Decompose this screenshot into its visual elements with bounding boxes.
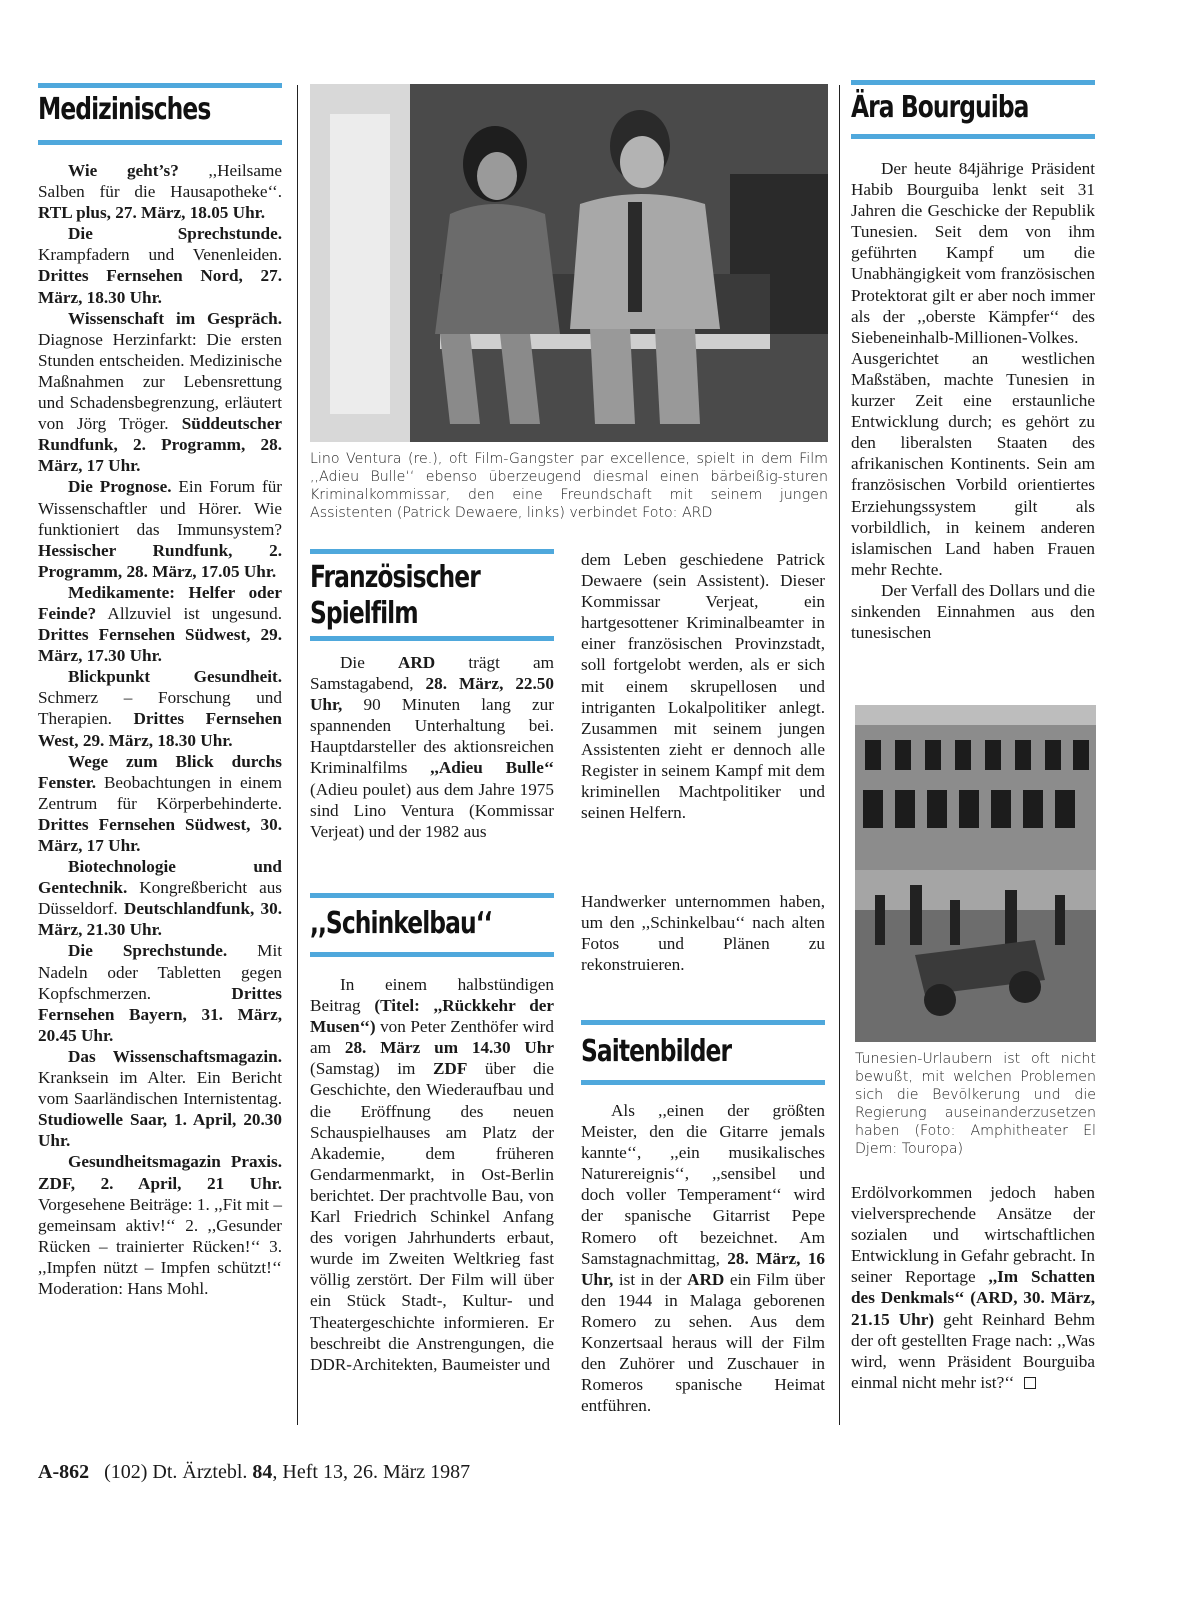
caption-lino-ventura: Lino Ventura (re.), oft Film-Gangster par excellence, spielt in dem Film ,,Adieu Bulle‘‘ ebenso überzeugend diesmal einen bärbeißig-sturen Kriminalkommissar, den eine Freundschaft mit seinem jungen Assistenten (Patrick Dewaere, links) verbindet Foto: ARD [310, 451, 828, 521]
spielfilm-t3: 90 Minuten lang zur spannenden Unterhaltung bei. Hauptdarsteller des aktionsreichen Kriminalfilms [310, 695, 554, 778]
headline-saitenbilder: Saitenbilder [581, 1034, 732, 1069]
headline-spielfilm-line1: Französischer [310, 560, 480, 595]
medizinisches-entry [38, 666, 282, 750]
schinkelbau-t2: von Peter Zenthöfer wird am [310, 1017, 554, 1058]
schinkelbau-b2: 28. März um 14.30 Uhr [344, 1038, 554, 1058]
entry-text: Diagnose Herzinfarkt: Die ersten Stunden entscheiden. Medizinische Maßnahmen zur Lebensrettung und Schadensbegrenzung, erläutert von Jörg Tröger. [38, 329, 282, 434]
rule-saitenbilder-bottom [581, 1080, 825, 1085]
column-divider-3 [839, 85, 840, 1425]
footer-page-number: A-862 [38, 1461, 90, 1483]
entry-text: Ein Forum für Wissenschaftler und Hörer. Wie funktioniert das Immunsystem? [38, 477, 283, 539]
entry-text: Kranksein im Alter. Ein Bericht vom Saarländischen Internistentag. [38, 1068, 282, 1109]
entry-lead: Wege zum Blick durchs Fenster. [38, 751, 282, 792]
schinkelbau-text [310, 974, 554, 1375]
schinkelbau-b3: ZDF [432, 1059, 468, 1079]
medizinisches-entry [38, 582, 282, 666]
entry-text: Schmerz – Forschung und Therapien. [38, 688, 282, 729]
rule-medizinisches-bottom [38, 140, 282, 145]
schinkelbau-cont: Handwerker unternommen haben, um den ,,Schinkelbau‘‘ nach alten Fotos und Plänen zu rekonstruieren. [581, 892, 825, 975]
entry-lead: Biotechnologie und Gentechnik. [38, 857, 282, 898]
entry-text: Allzuviel ist ungesund. [96, 603, 282, 623]
entry-text: ,,Heilsame Salben für die Hausapotheke‘‘. [38, 161, 282, 202]
headline-spielfilm-line2: Spielfilm [310, 596, 418, 631]
saitenbilder-t2: ist in der [613, 1269, 688, 1289]
spielfilm-continued [581, 549, 825, 823]
entry-text: Krampfadern und Venenleiden. [38, 245, 282, 265]
entry-broadcast-info: Deutschlandfunk, 30. März, 21.30 Uhr. [38, 899, 282, 940]
medizinisches-entry [38, 223, 282, 307]
entry-text: Mit Nadeln oder Tabletten gegen Kopfschmerzen. [38, 941, 282, 1003]
medizinisches-entry [38, 940, 282, 1045]
end-of-article-mark [1024, 1377, 1036, 1389]
entry-broadcast-info: Drittes Fernsehen Bayern, 31. März, 20.45 Uhr. [38, 983, 282, 1045]
film-still-illustration [310, 84, 828, 442]
entry-broadcast-info: Drittes Fernsehen Südwest, 30. März, 17 Uhr. [38, 814, 282, 855]
amphitheater-illustration [855, 705, 1096, 1042]
schinkelbau-t1: In einem halbstündigen Beitrag [310, 975, 554, 1016]
entry-lead: Wie geht’s? [68, 161, 179, 180]
entry-lead: Gesundheitsmagazin Praxis. ZDF, 2. April, 21 Uhr. [38, 1152, 282, 1193]
schinkelbau-t4: über die Geschichte, den Wiederaufbau und die Eröffnung des neuen Schauspielhauses am Platz der Akademie, dem früheren Gendarmenmarkt, in Ost-Berlin berichtet. Der prachtvolle Bau, von Karl Friedrich Schinkel Anfang des vorigen Jahrhunderts erbaut, wurde im Zweiten Weltkrieg fast völlig zerstört. Der Film will über ein Stück Stadt-, Kultur- und Theatergeschichte informieren. Er beschreibt die Anstrengungen, die DDR-Architekten, Baumeister und [310, 1059, 554, 1374]
footer-volume: 84 [252, 1461, 273, 1483]
entry-lead: Die Prognose. [68, 477, 172, 497]
entry-lead: Wissenschaft im Gespräch. [68, 308, 282, 328]
photo-amphitheater-el-djem [855, 705, 1096, 1042]
entry-broadcast-info: Drittes Fernsehen Nord, 27. März, 18.30 Uhr. [38, 266, 282, 307]
headline-schinkelbau: ,,Schinkelbau‘‘ [310, 906, 492, 941]
schinkelbau-b1: (Titel: ,,Rückkehr der Musen‘‘) [310, 996, 555, 1037]
bourguiba-t1: Erdölvorkommen jedoch haben vielversprechende Ansätze der sozialen und wirtschaftlichen Entwicklung in Gefahr gebracht. In seiner Reportage [851, 1183, 1095, 1287]
bourguiba-text-top [851, 158, 1095, 643]
rule-bourguiba-top [851, 80, 1095, 85]
rule-spielfilm-top [310, 549, 554, 554]
entry-text: Beobachtungen in einem Zentrum für Körperbehinderte. [38, 772, 282, 813]
medizinisches-entry [38, 1151, 282, 1299]
bourguiba-t2: geht Reinhard Behm der oft gestellten Frage nach: ,,Was wird, wenn Präsident Bourguiba einmal nicht mehr ist?‘‘ [851, 1309, 1095, 1392]
entry-lead: Medikamente: Helfer oder Feinde? [38, 582, 282, 623]
spielfilm-b3: ,,Adieu Bulle‘‘ [430, 758, 555, 778]
caption-amphitheater: Tunesien-Urlaubern ist oft nicht bewußt, mit welchen Problemen sich die Bevölkerung und die Regierung auseinanderzusetzen haben (Foto: Amphitheater El Djem: Touropa) [855, 1051, 1096, 1157]
bourguiba-b1: ,,Im Schatten des Denkmals‘‘ (ARD, 30. März, 21.15 Uhr) [851, 1267, 1096, 1329]
medizinisches-entry [38, 856, 282, 940]
rule-schinkelbau-bottom [310, 952, 554, 957]
schinkelbau-continued [581, 891, 825, 975]
bourguiba-p2: Der Verfall des Dollars und die sinkenden Einnahmen aus den tunesischen [851, 580, 1095, 643]
entry-text: Vorgesehene Beiträge: 1. ,,Fit mit – gemeinsam aktiv!‘‘ 2. ,,Gesunder Rücken – trainierter Rücken!‘‘ 3. ,,Impfen nützt – Impfen schützt!‘‘ Moderation: Hans Mohl. [38, 1194, 282, 1298]
headline-bourguiba: Ära Bourguiba [851, 90, 1029, 125]
footer-issue-pre: (102) Dt. Ärztebl. [104, 1461, 253, 1483]
entry-broadcast-info: Drittes Fernsehen Südwest, 29. März, 17.30 Uhr. [38, 625, 282, 666]
photo-lino-ventura [310, 84, 828, 442]
medizinisches-entry [38, 160, 282, 223]
rule-bourguiba-bottom [851, 134, 1095, 139]
bourguiba-p1: Der heute 84jährige Präsident Habib Bourguiba lenkt seit 31 Jahren die Geschicke der Republik Tunesien. Seit dem von ihm geführten Kampf um die Unabhängigkeit vom französischen Protektorat gilt er aber noch immer als der ,,oberste Kämpfer‘‘ des Siebeneinhalb-Millionen-Volkes. Ausgerichtet an westlichen Maßstäben, machte Tunesien in kurzer Zeit eine erstaunliche Entwicklung durch; es gehört zu den liberalsten Staaten des afrikanischen Kontinents. Sein am französischen Vorbild orientiertes Erziehungssystem gilt als vorbildlich, in keinem anderen islamischen Land haben Frauen mehr Rechte. [851, 159, 1095, 579]
saitenbilder-b1: 28. März, 16 Uhr, [581, 1248, 826, 1289]
rule-spielfilm-bottom [310, 636, 554, 641]
rule-medizinisches-top [38, 83, 282, 88]
medizinisches-entry [38, 476, 282, 581]
schinkelbau-t3: (Samstag) im [310, 1059, 433, 1079]
medizinisches-entry [38, 751, 282, 856]
entry-text: Kongreßbericht aus Düsseldorf. [38, 878, 282, 919]
spielfilm-t4: (Adieu poulet) aus dem Jahre 1975 sind Lino Ventura (Kommissar Verjeat) und der 1982 aus [310, 779, 554, 841]
spielfilm-t2: trägt am Samstagabend, [310, 653, 554, 694]
spielfilm-text [310, 652, 554, 842]
rule-schinkelbau-top [310, 893, 554, 898]
medizinisches-entry [38, 308, 282, 477]
spielfilm-b2: 28. März, 22.50 Uhr, [310, 674, 554, 715]
spielfilm-b1: ARD [397, 653, 436, 672]
entry-lead: Das Wissenschaftsmagazin. [68, 1046, 282, 1066]
saitenbilder-text [581, 1100, 825, 1416]
entry-broadcast-info: Drittes Fernsehen West, 29. März, 18.30 Uhr. [38, 709, 282, 750]
bourguiba-text-bottom [851, 1182, 1095, 1393]
spielfilm-cont: dem Leben geschiedene Patrick Dewaere (sein Assistent). Dieser Kommissar Verjeat, ein hartgesottener Kriminalbeamter in einer französischen Provinzstadt, soll fortgelobt werden, als er sich mit einem skrupellosen und intriganten Lokalpolitiker anlegt. Zusammen mit seinem jungen Assistenten zieht er dennoch alle Register in seinem Kampf mit dem kriminellen Machtpolitiker und seinen Helfern. [581, 550, 825, 823]
saitenbilder-t1: Als ,,einen der größten Meister, den die Gitarre jemals kannte‘‘, ,,ein musikalisches Naturereignis‘‘, ,,sensibel und doch voller Temperament‘‘ wird der spanische Gitarrist Pepe Romero oft bezeichnet. Am Samstagnachmittag, [581, 1101, 825, 1268]
saitenbilder-t3: ein Film über den 1944 in Malaga geborenen Romero zu sehen. Aus dem Konzertsaal heraus will der Film den Zuhörer und Zuschauer in Romeros spanische Heimat entführen. [581, 1269, 825, 1416]
saitenbilder-b2: ARD [687, 1269, 725, 1289]
entry-lead: Die Sprechstunde. [68, 224, 282, 244]
column-divider-1 [297, 85, 298, 1425]
entry-broadcast-info: Hessischer Rundfunk, 2. Programm, 28. März, 17.05 Uhr. [38, 540, 282, 581]
entry-broadcast-info: RTL plus, 27. März, 18.05 Uhr. [38, 203, 265, 223]
entry-lead: Blickpunkt Gesundheit. [68, 667, 282, 687]
footer-issue-post: , Heft 13, 26. März 1987 [272, 1461, 471, 1483]
entry-broadcast-info: Studiowelle Saar, 1. April, 20.30 Uhr. [38, 1110, 282, 1151]
spielfilm-t1: Die [340, 653, 398, 672]
headline-medizinisches: Medizinisches [38, 92, 211, 127]
rule-saitenbilder-top [581, 1020, 825, 1025]
entry-lead: Die Sprechstunde. [68, 941, 228, 961]
medizinisches-column [38, 160, 282, 1299]
footer-folio [38, 1460, 470, 1484]
entry-broadcast-info: Süddeutscher Rundfunk, 2. Programm, 28. März, 17 Uhr. [38, 414, 282, 476]
medizinisches-entry [38, 1046, 282, 1151]
